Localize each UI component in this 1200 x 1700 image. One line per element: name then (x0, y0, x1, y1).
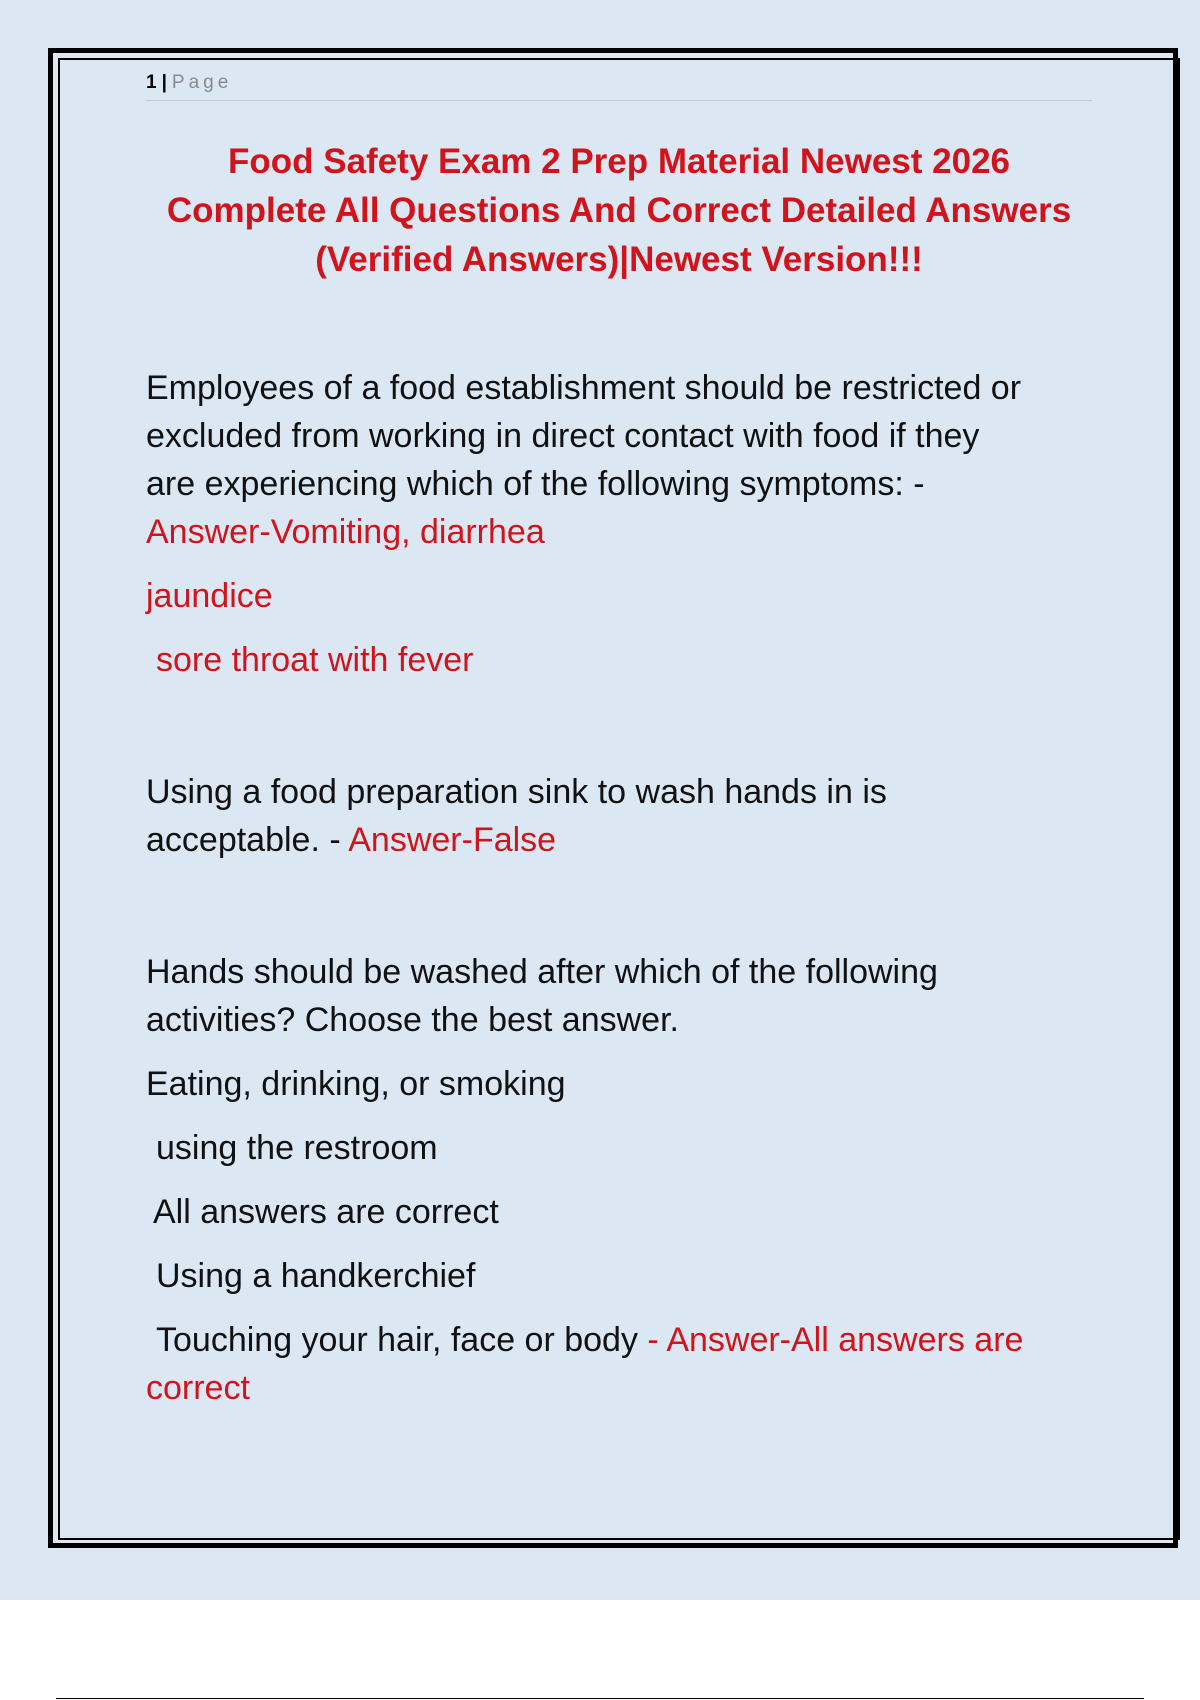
question-1-line-2: excluded from working in direct contact with food if they (146, 417, 980, 455)
question-3-option-5-text: Touching your hair, face or body (156, 1321, 638, 1359)
page-header (146, 72, 1092, 101)
document-title (146, 137, 1092, 284)
question-3-option-4: Using a handkerchief (156, 1257, 476, 1295)
question-2-line-2-text: acceptable. - (146, 821, 341, 859)
question-1-line-3: are experiencing which of the following symptoms: - (146, 465, 925, 503)
question-3-answer-continued: correct (146, 1369, 250, 1407)
page-word: Page (171, 72, 233, 93)
question-3-option-5 (146, 1316, 1092, 1364)
title-line-2: Complete All Questions And Correct Detailed Answers (166, 191, 1072, 230)
question-3-option-2: using the restroom (156, 1129, 438, 1167)
question-3-option-3: All answers are correct (153, 1193, 499, 1231)
question-3-answer: - Answer-All answers are (647, 1321, 1024, 1359)
page-separator: | (161, 72, 168, 93)
page-number: 1 (146, 72, 158, 93)
page-content (146, 72, 1092, 1412)
question-3 (146, 948, 1092, 1412)
bottom-rule (56, 1698, 1144, 1699)
question-1-line-1: Employees of a food establishment should be restricted or (146, 369, 1022, 407)
question-2 (146, 768, 1092, 864)
title-line-3: (Verified Answers)|Newest Version!!! (315, 240, 923, 279)
question-1-answer: Answer-Vomiting, diarrhea (146, 513, 545, 551)
question-2-answer: Answer-False (348, 821, 557, 859)
question-2-line-1: Using a food preparation sink to wash hands in is (146, 773, 887, 811)
question-3-option-1: Eating, drinking, or smoking (146, 1065, 566, 1103)
question-1-option-2: jaundice (146, 577, 273, 615)
title-line-1: Food Safety Exam 2 Prep Material Newest 2026 (228, 142, 1010, 181)
question-3-line-1: Hands should be washed after which of the following (146, 953, 938, 991)
question-3-line-2: activities? Choose the best answer. (146, 1001, 679, 1039)
question-2-line-2 (146, 816, 1092, 864)
question-1 (146, 364, 1092, 684)
question-1-option-3: sore throat with fever (156, 641, 474, 679)
